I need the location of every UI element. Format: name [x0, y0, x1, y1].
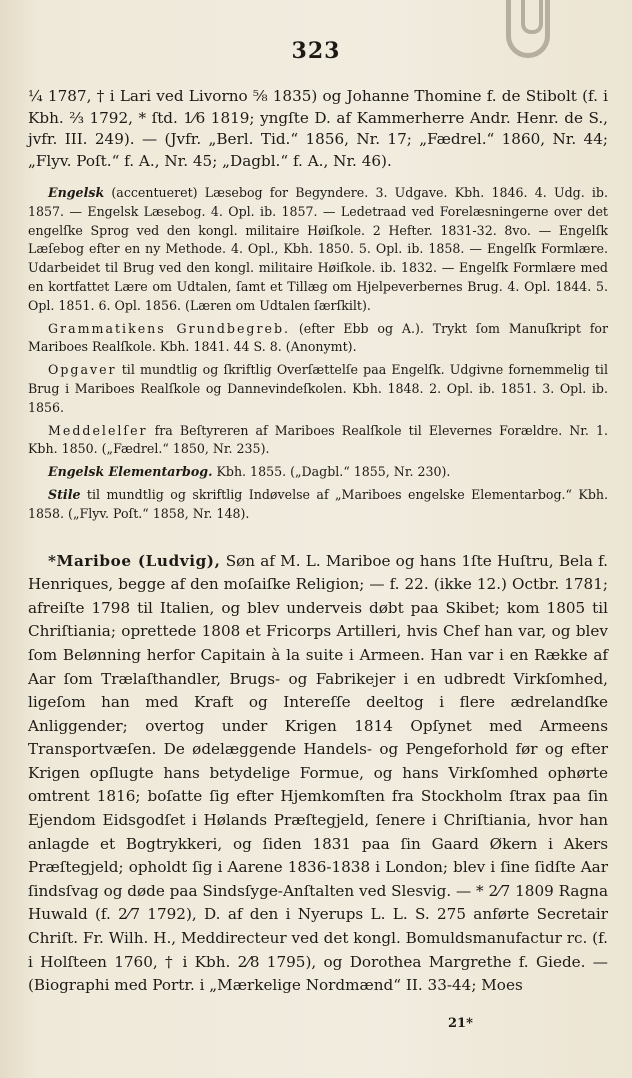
- bib-title: Engelsk: [48, 185, 105, 200]
- continuation-paragraph: ¼ 1787, † i Lari ved Livorno ⅝ 1835) og Johanne Thomine f. de Stibolt (f. i Kbh. ⅔ 1792, * ſtd. 1⁄6 1819; yngſte D. af Kammerherre Andr. Henr. de S., jvfr. III. 249). — (Jvfr. „Berl. Tid.“ 1856, Nr. 17; „Fædrel.“ 1860, Nr. 44; „Flyv. Poſt.“ f. A., Nr. 45; „Dagbl.“ f. A., Nr. 46).: [28, 87, 608, 170]
- page-number: 323: [291, 38, 341, 64]
- bib-item-stile: [28, 486, 608, 524]
- bib-title: Meddelelſer: [48, 422, 148, 438]
- bib-title: Opgaver: [48, 362, 117, 378]
- entry-text: Søn af M. L. Mariboe og hans 1ſte Huſtru, Bela f. Henriques, begge af den moſaiſke Religion; — f. 22. (ikke 12.) Octbr. 1781; afreiſte 1798 til Italien, og blev underveis døbt paa Skibet; kom 1805 til Chriſtiania; oprettede 1808 et Fricorps Artilleri, hvis Chef han var, og blev ſom Belønning herfor Capitain à la suite i Armeen. Han var i en Række af Aar ſom Trælaſthandler, Brugs- og Fabrikejer i en udbredt Virkſomhed, ligeſom han med Kraft og Intereſſe deeltog i flere ædrelandſke Anliggender; overtog under Krigen 1814 Opſynet med Armeens Transportvæſen. De ødelæggende Handels- og Pengeforhold før og efter Krigen opſlugte hans betydelige Formue, og hans Virkſomhed ophørte omtrent 1816; boſatte ſig efter Hjemkomſten fra Stockholm ſtrax paa ſin Ejendom Eidsgodſet i Hølands Præſtegjeld, ſenere i Chriſtiania, hvor han anlagde et Bogtrykkeri, og ſiden 1831 paa ſin Gaard Økern i Akers Præſtegjeld; opholdt ſig i Aarene 1836-1838 i London; blev i ſine ſidſte Aar ſindsſvag og døde paa Sindsſyge-Anſtalten ved Slesvig. — * 2⁄7 1809 Ragna Huwald (f. 2⁄7 1792), D. af den i Nyerups L. L. S. 275 anførte Secretair Chriſt. Fr. Wilh. H., Meddirecteur ved det kongl. Bomuldsmanufactur rc. (f. i Holſteen 1760, † i Kbh. 2⁄8 1795), og Dorothea Margrethe f. Giede. — (Biographi med Portr. i „Mærkelige Nordmænd“ II. 33-44; Moes: [28, 551, 609, 995]
- signature-mark: 21*: [448, 1016, 473, 1031]
- bibliography: [28, 184, 608, 524]
- bib-title: Grammatikens Grundbegreb.: [48, 320, 291, 336]
- bib-text: Kbh. 1855. („Dagbl.“ 1855, Nr. 230).: [212, 464, 451, 480]
- bib-item-meddelelser: [28, 422, 608, 460]
- bib-item-grammatikens: [28, 320, 608, 358]
- bib-title: Stile: [48, 486, 81, 502]
- bib-title: Engelsk Elementarbog.: [48, 464, 213, 480]
- entry-mariboe-ludvig: [28, 550, 608, 998]
- bib-text: fra Beſtyreren af Mariboes Realſkole til Elevernes Forældre. Nr. 1. Kbh. 1850. („Fædrel.“ 1850, Nr. 235).: [28, 422, 608, 457]
- bib-item-opgaver: [28, 361, 608, 417]
- bib-text: til mundtlig og skriftlig Indøvelse af „Mariboes engelske Elementarbog.“ Kbh. 1858. („Flyv. Poſt.“ 1858, Nr. 148).: [28, 486, 608, 521]
- bib-text: (efter Ebb og A.). Trykt ſom Manuſkript for Mariboes Realſkole. Kbh. 1841. 44 S. 8. (Anonymt).: [28, 320, 608, 355]
- bib-item-engelsk-laesebog: [28, 184, 608, 316]
- bib-text: (accentueret) Læsebog for Begyndere. 3. Udgave. Kbh. 1846. 4. Udg. ib. 1857. — Engelsk Læsebog. 4. Opl. ib. 1857. — Ledetraad ved Forelæsningerne over det engelſke Sprog ved den kongl. militaire Høiſkole. 2 Hefter. 1831-32. 8vo. — Engelſk Læſebog efter en ny Methode. 4. Opl., Kbh. 1850. 5. Opl. ib. 1858. — Engelſk Formlære. Udarbeidet til Brug ved den kongl. militaire Høiſkole. ib. 1832. — Engelſk Formlære med en kortfattet Lære om Udtalen, ſamt et Tillæg om Hjelpeverbernes Brug. 4. Opl. 1844. 5. Opl. 1851. 6. Opl. 1856. (Læren om Udtalen ſærſkilt).: [28, 185, 608, 313]
- page-body: [28, 86, 608, 998]
- bib-item-elementarbog: [28, 463, 608, 482]
- entry-headword: *Mariboe (Ludvig),: [48, 551, 221, 570]
- bib-text: til mundtlig og ſkriftlig Overſættelſe paa Engelſk. Udgivne fornemmelig til Brug i Mariboes Realſkole og Dannevindeſkolen. Kbh. 1848. 2. Opl. ib. 1851. 3. Opl. ib. 1856.: [28, 362, 608, 415]
